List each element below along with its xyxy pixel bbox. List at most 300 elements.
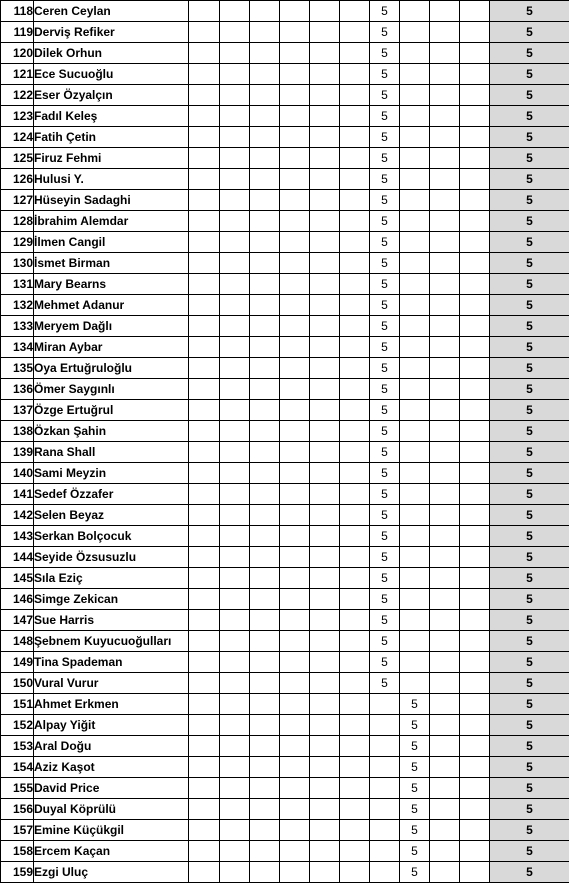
score-cell-a[interactable] — [370, 862, 400, 883]
empty-cell[interactable] — [340, 526, 370, 547]
empty-cell[interactable] — [220, 757, 250, 778]
empty-cell[interactable] — [430, 442, 460, 463]
empty-cell[interactable] — [460, 316, 490, 337]
empty-cell[interactable] — [310, 610, 340, 631]
empty-cell[interactable] — [460, 379, 490, 400]
score-cell-a[interactable]: 5 — [370, 421, 400, 442]
empty-cell[interactable] — [250, 862, 280, 883]
empty-cell[interactable] — [340, 358, 370, 379]
empty-cell[interactable] — [460, 232, 490, 253]
score-cell-b[interactable] — [400, 610, 430, 631]
score-cell-b[interactable] — [400, 169, 430, 190]
total-cell[interactable]: 5 — [490, 43, 569, 64]
empty-cell[interactable] — [340, 610, 370, 631]
empty-cell[interactable] — [250, 526, 280, 547]
empty-cell[interactable] — [280, 379, 310, 400]
empty-cell[interactable] — [250, 421, 280, 442]
empty-cell[interactable] — [220, 505, 250, 526]
empty-cell[interactable] — [430, 1, 460, 22]
empty-cell[interactable] — [250, 43, 280, 64]
empty-cell[interactable] — [280, 169, 310, 190]
name-cell[interactable]: Sıla Eziç — [34, 568, 189, 589]
name-cell[interactable]: İbrahim Alemdar — [34, 211, 189, 232]
score-cell-a[interactable]: 5 — [370, 316, 400, 337]
empty-cell[interactable] — [189, 232, 220, 253]
empty-cell[interactable] — [220, 715, 250, 736]
name-cell[interactable]: Emine Küçükgil — [34, 820, 189, 841]
score-cell-b[interactable] — [400, 211, 430, 232]
empty-cell[interactable] — [310, 799, 340, 820]
empty-cell[interactable] — [280, 694, 310, 715]
empty-cell[interactable] — [280, 778, 310, 799]
empty-cell[interactable] — [220, 778, 250, 799]
empty-cell[interactable] — [430, 778, 460, 799]
empty-cell[interactable] — [460, 757, 490, 778]
empty-cell[interactable] — [250, 799, 280, 820]
score-cell-a[interactable]: 5 — [370, 652, 400, 673]
empty-cell[interactable] — [460, 1, 490, 22]
empty-cell[interactable] — [280, 43, 310, 64]
empty-cell[interactable] — [430, 64, 460, 85]
empty-cell[interactable] — [310, 652, 340, 673]
empty-cell[interactable] — [460, 799, 490, 820]
name-cell[interactable]: Fatih Çetin — [34, 127, 189, 148]
empty-cell[interactable] — [280, 820, 310, 841]
empty-cell[interactable] — [310, 589, 340, 610]
empty-cell[interactable] — [460, 547, 490, 568]
empty-cell[interactable] — [340, 211, 370, 232]
empty-cell[interactable] — [189, 526, 220, 547]
total-cell[interactable]: 5 — [490, 211, 569, 232]
empty-cell[interactable] — [220, 799, 250, 820]
empty-cell[interactable] — [250, 484, 280, 505]
row-number-cell[interactable]: 135 — [1, 358, 34, 379]
empty-cell[interactable] — [220, 526, 250, 547]
row-number-cell[interactable]: 153 — [1, 736, 34, 757]
name-cell[interactable]: Mehmet Adanur — [34, 295, 189, 316]
empty-cell[interactable] — [189, 505, 220, 526]
empty-cell[interactable] — [430, 316, 460, 337]
score-cell-a[interactable] — [370, 799, 400, 820]
score-cell-b[interactable] — [400, 85, 430, 106]
empty-cell[interactable] — [280, 652, 310, 673]
row-number-cell[interactable]: 129 — [1, 232, 34, 253]
empty-cell[interactable] — [340, 127, 370, 148]
name-cell[interactable]: Özge Ertuğrul — [34, 400, 189, 421]
name-cell[interactable]: Serkan Bolçocuk — [34, 526, 189, 547]
empty-cell[interactable] — [430, 799, 460, 820]
name-cell[interactable]: Ahmet Erkmen — [34, 694, 189, 715]
empty-cell[interactable] — [189, 631, 220, 652]
total-cell[interactable]: 5 — [490, 358, 569, 379]
empty-cell[interactable] — [280, 316, 310, 337]
empty-cell[interactable] — [430, 253, 460, 274]
score-cell-b[interactable]: 5 — [400, 820, 430, 841]
score-cell-b[interactable] — [400, 379, 430, 400]
empty-cell[interactable] — [280, 442, 310, 463]
total-cell[interactable]: 5 — [490, 652, 569, 673]
name-cell[interactable]: Ceren Ceylan — [34, 1, 189, 22]
total-cell[interactable]: 5 — [490, 190, 569, 211]
total-cell[interactable]: 5 — [490, 442, 569, 463]
empty-cell[interactable] — [430, 568, 460, 589]
empty-cell[interactable] — [460, 694, 490, 715]
empty-cell[interactable] — [220, 694, 250, 715]
name-cell[interactable]: Ezgi Uluç — [34, 862, 189, 883]
empty-cell[interactable] — [250, 190, 280, 211]
empty-cell[interactable] — [340, 736, 370, 757]
empty-cell[interactable] — [189, 85, 220, 106]
total-cell[interactable]: 5 — [490, 736, 569, 757]
score-cell-a[interactable]: 5 — [370, 337, 400, 358]
score-cell-a[interactable]: 5 — [370, 589, 400, 610]
empty-cell[interactable] — [430, 526, 460, 547]
empty-cell[interactable] — [340, 778, 370, 799]
empty-cell[interactable] — [460, 526, 490, 547]
row-number-cell[interactable]: 143 — [1, 526, 34, 547]
empty-cell[interactable] — [250, 106, 280, 127]
empty-cell[interactable] — [340, 1, 370, 22]
empty-cell[interactable] — [220, 148, 250, 169]
total-cell[interactable]: 5 — [490, 505, 569, 526]
empty-cell[interactable] — [310, 148, 340, 169]
empty-cell[interactable] — [280, 22, 310, 43]
empty-cell[interactable] — [280, 190, 310, 211]
score-cell-b[interactable]: 5 — [400, 715, 430, 736]
empty-cell[interactable] — [340, 631, 370, 652]
empty-cell[interactable] — [189, 589, 220, 610]
empty-cell[interactable] — [250, 463, 280, 484]
empty-cell[interactable] — [220, 274, 250, 295]
empty-cell[interactable] — [220, 190, 250, 211]
score-cell-b[interactable] — [400, 484, 430, 505]
empty-cell[interactable] — [280, 64, 310, 85]
score-cell-b[interactable] — [400, 232, 430, 253]
empty-cell[interactable] — [189, 715, 220, 736]
empty-cell[interactable] — [310, 715, 340, 736]
empty-cell[interactable] — [250, 358, 280, 379]
empty-cell[interactable] — [220, 43, 250, 64]
empty-cell[interactable] — [250, 169, 280, 190]
score-cell-b[interactable]: 5 — [400, 799, 430, 820]
empty-cell[interactable] — [340, 799, 370, 820]
name-cell[interactable]: Ömer Saygınlı — [34, 379, 189, 400]
empty-cell[interactable] — [280, 127, 310, 148]
empty-cell[interactable] — [220, 232, 250, 253]
empty-cell[interactable] — [430, 715, 460, 736]
score-cell-a[interactable]: 5 — [370, 379, 400, 400]
score-cell-a[interactable]: 5 — [370, 127, 400, 148]
empty-cell[interactable] — [250, 442, 280, 463]
empty-cell[interactable] — [220, 379, 250, 400]
empty-cell[interactable] — [340, 64, 370, 85]
empty-cell[interactable] — [340, 757, 370, 778]
score-cell-b[interactable] — [400, 442, 430, 463]
score-cell-b[interactable] — [400, 316, 430, 337]
empty-cell[interactable] — [250, 505, 280, 526]
empty-cell[interactable] — [310, 484, 340, 505]
empty-cell[interactable] — [340, 400, 370, 421]
empty-cell[interactable] — [250, 232, 280, 253]
name-cell[interactable]: Aral Doğu — [34, 736, 189, 757]
empty-cell[interactable] — [430, 484, 460, 505]
empty-cell[interactable] — [280, 400, 310, 421]
name-cell[interactable]: İsmet Birman — [34, 253, 189, 274]
score-cell-b[interactable]: 5 — [400, 841, 430, 862]
empty-cell[interactable] — [189, 547, 220, 568]
empty-cell[interactable] — [189, 778, 220, 799]
total-cell[interactable]: 5 — [490, 526, 569, 547]
empty-cell[interactable] — [189, 442, 220, 463]
empty-cell[interactable] — [310, 85, 340, 106]
score-cell-a[interactable] — [370, 715, 400, 736]
empty-cell[interactable] — [460, 652, 490, 673]
empty-cell[interactable] — [340, 274, 370, 295]
row-number-cell[interactable]: 133 — [1, 316, 34, 337]
empty-cell[interactable] — [460, 463, 490, 484]
empty-cell[interactable] — [460, 568, 490, 589]
score-cell-b[interactable] — [400, 190, 430, 211]
score-cell-b[interactable] — [400, 1, 430, 22]
score-cell-a[interactable]: 5 — [370, 148, 400, 169]
score-cell-b[interactable] — [400, 631, 430, 652]
empty-cell[interactable] — [460, 610, 490, 631]
row-number-cell[interactable]: 140 — [1, 463, 34, 484]
empty-cell[interactable] — [340, 43, 370, 64]
empty-cell[interactable] — [220, 85, 250, 106]
total-cell[interactable]: 5 — [490, 463, 569, 484]
empty-cell[interactable] — [340, 253, 370, 274]
score-cell-b[interactable] — [400, 337, 430, 358]
score-cell-b[interactable] — [400, 547, 430, 568]
empty-cell[interactable] — [340, 148, 370, 169]
name-cell[interactable]: Fadıl Keleş — [34, 106, 189, 127]
empty-cell[interactable] — [250, 736, 280, 757]
empty-cell[interactable] — [189, 820, 220, 841]
empty-cell[interactable] — [340, 862, 370, 883]
row-number-cell[interactable]: 125 — [1, 148, 34, 169]
score-cell-a[interactable] — [370, 694, 400, 715]
empty-cell[interactable] — [220, 106, 250, 127]
empty-cell[interactable] — [430, 85, 460, 106]
empty-cell[interactable] — [189, 421, 220, 442]
empty-cell[interactable] — [340, 568, 370, 589]
empty-cell[interactable] — [310, 736, 340, 757]
name-cell[interactable]: Eser Özyalçın — [34, 85, 189, 106]
empty-cell[interactable] — [460, 631, 490, 652]
empty-cell[interactable] — [310, 673, 340, 694]
empty-cell[interactable] — [189, 148, 220, 169]
total-cell[interactable]: 5 — [490, 295, 569, 316]
empty-cell[interactable] — [340, 715, 370, 736]
score-cell-a[interactable]: 5 — [370, 547, 400, 568]
score-cell-a[interactable]: 5 — [370, 211, 400, 232]
row-number-cell[interactable]: 155 — [1, 778, 34, 799]
empty-cell[interactable] — [460, 505, 490, 526]
score-cell-b[interactable] — [400, 505, 430, 526]
empty-cell[interactable] — [250, 673, 280, 694]
empty-cell[interactable] — [280, 841, 310, 862]
empty-cell[interactable] — [430, 400, 460, 421]
row-number-cell[interactable]: 145 — [1, 568, 34, 589]
score-cell-b[interactable] — [400, 43, 430, 64]
total-cell[interactable]: 5 — [490, 778, 569, 799]
row-number-cell[interactable]: 154 — [1, 757, 34, 778]
empty-cell[interactable] — [460, 358, 490, 379]
empty-cell[interactable] — [280, 274, 310, 295]
score-cell-a[interactable]: 5 — [370, 358, 400, 379]
empty-cell[interactable] — [310, 862, 340, 883]
total-cell[interactable]: 5 — [490, 253, 569, 274]
empty-cell[interactable] — [280, 295, 310, 316]
score-cell-a[interactable]: 5 — [370, 673, 400, 694]
empty-cell[interactable] — [220, 820, 250, 841]
empty-cell[interactable] — [250, 127, 280, 148]
score-cell-a[interactable] — [370, 757, 400, 778]
name-cell[interactable]: Oya Ertuğruloğlu — [34, 358, 189, 379]
empty-cell[interactable] — [250, 337, 280, 358]
empty-cell[interactable] — [310, 841, 340, 862]
empty-cell[interactable] — [280, 757, 310, 778]
empty-cell[interactable] — [220, 484, 250, 505]
empty-cell[interactable] — [460, 778, 490, 799]
name-cell[interactable]: Hulusi Y. — [34, 169, 189, 190]
row-number-cell[interactable]: 118 — [1, 1, 34, 22]
empty-cell[interactable] — [250, 22, 280, 43]
empty-cell[interactable] — [340, 547, 370, 568]
empty-cell[interactable] — [220, 862, 250, 883]
total-cell[interactable]: 5 — [490, 64, 569, 85]
empty-cell[interactable] — [220, 127, 250, 148]
row-number-cell[interactable]: 122 — [1, 85, 34, 106]
score-cell-a[interactable]: 5 — [370, 442, 400, 463]
score-cell-b[interactable] — [400, 463, 430, 484]
score-cell-b[interactable] — [400, 274, 430, 295]
total-cell[interactable]: 5 — [490, 820, 569, 841]
empty-cell[interactable] — [220, 358, 250, 379]
name-cell[interactable]: Sue Harris — [34, 610, 189, 631]
empty-cell[interactable] — [430, 757, 460, 778]
total-cell[interactable]: 5 — [490, 85, 569, 106]
name-cell[interactable]: Derviş Refiker — [34, 22, 189, 43]
empty-cell[interactable] — [460, 589, 490, 610]
empty-cell[interactable] — [220, 610, 250, 631]
empty-cell[interactable] — [310, 43, 340, 64]
score-cell-a[interactable] — [370, 820, 400, 841]
total-cell[interactable]: 5 — [490, 862, 569, 883]
empty-cell[interactable] — [280, 85, 310, 106]
row-number-cell[interactable]: 142 — [1, 505, 34, 526]
empty-cell[interactable] — [310, 253, 340, 274]
empty-cell[interactable] — [310, 526, 340, 547]
empty-cell[interactable] — [460, 127, 490, 148]
empty-cell[interactable] — [340, 505, 370, 526]
empty-cell[interactable] — [189, 253, 220, 274]
empty-cell[interactable] — [310, 106, 340, 127]
empty-cell[interactable] — [220, 421, 250, 442]
empty-cell[interactable] — [189, 337, 220, 358]
empty-cell[interactable] — [220, 316, 250, 337]
row-number-cell[interactable]: 144 — [1, 547, 34, 568]
name-cell[interactable]: Özkan Şahin — [34, 421, 189, 442]
empty-cell[interactable] — [340, 337, 370, 358]
empty-cell[interactable] — [310, 463, 340, 484]
empty-cell[interactable] — [460, 148, 490, 169]
empty-cell[interactable] — [220, 736, 250, 757]
empty-cell[interactable] — [460, 715, 490, 736]
row-number-cell[interactable]: 146 — [1, 589, 34, 610]
empty-cell[interactable] — [460, 295, 490, 316]
score-cell-b[interactable] — [400, 295, 430, 316]
score-cell-a[interactable]: 5 — [370, 169, 400, 190]
name-cell[interactable]: Rana Shall — [34, 442, 189, 463]
empty-cell[interactable] — [340, 106, 370, 127]
empty-cell[interactable] — [189, 211, 220, 232]
empty-cell[interactable] — [310, 274, 340, 295]
empty-cell[interactable] — [460, 274, 490, 295]
total-cell[interactable]: 5 — [490, 631, 569, 652]
empty-cell[interactable] — [250, 85, 280, 106]
empty-cell[interactable] — [250, 757, 280, 778]
empty-cell[interactable] — [460, 442, 490, 463]
name-cell[interactable]: Aziz Kaşot — [34, 757, 189, 778]
name-cell[interactable]: Firuz Fehmi — [34, 148, 189, 169]
row-number-cell[interactable]: 150 — [1, 673, 34, 694]
empty-cell[interactable] — [280, 505, 310, 526]
empty-cell[interactable] — [220, 64, 250, 85]
empty-cell[interactable] — [430, 820, 460, 841]
total-cell[interactable]: 5 — [490, 484, 569, 505]
total-cell[interactable]: 5 — [490, 22, 569, 43]
empty-cell[interactable] — [430, 211, 460, 232]
empty-cell[interactable] — [460, 253, 490, 274]
score-cell-a[interactable]: 5 — [370, 85, 400, 106]
empty-cell[interactable] — [310, 421, 340, 442]
empty-cell[interactable] — [430, 190, 460, 211]
empty-cell[interactable] — [250, 316, 280, 337]
score-cell-b[interactable] — [400, 589, 430, 610]
empty-cell[interactable] — [220, 631, 250, 652]
empty-cell[interactable] — [280, 148, 310, 169]
score-cell-a[interactable]: 5 — [370, 232, 400, 253]
empty-cell[interactable] — [189, 190, 220, 211]
row-number-cell[interactable]: 127 — [1, 190, 34, 211]
empty-cell[interactable] — [280, 232, 310, 253]
empty-cell[interactable] — [310, 820, 340, 841]
empty-cell[interactable] — [460, 337, 490, 358]
empty-cell[interactable] — [430, 673, 460, 694]
score-cell-a[interactable]: 5 — [370, 1, 400, 22]
score-cell-b[interactable] — [400, 526, 430, 547]
empty-cell[interactable] — [250, 589, 280, 610]
row-number-cell[interactable]: 134 — [1, 337, 34, 358]
empty-cell[interactable] — [460, 169, 490, 190]
empty-cell[interactable] — [310, 568, 340, 589]
name-cell[interactable]: Meryem Dağlı — [34, 316, 189, 337]
empty-cell[interactable] — [430, 148, 460, 169]
empty-cell[interactable] — [250, 64, 280, 85]
empty-cell[interactable] — [220, 463, 250, 484]
score-cell-b[interactable]: 5 — [400, 694, 430, 715]
empty-cell[interactable] — [280, 211, 310, 232]
empty-cell[interactable] — [430, 274, 460, 295]
empty-cell[interactable] — [310, 631, 340, 652]
empty-cell[interactable] — [220, 442, 250, 463]
empty-cell[interactable] — [310, 64, 340, 85]
name-cell[interactable]: Selen Beyaz — [34, 505, 189, 526]
empty-cell[interactable] — [220, 400, 250, 421]
name-cell[interactable]: Alpay Yiğit — [34, 715, 189, 736]
